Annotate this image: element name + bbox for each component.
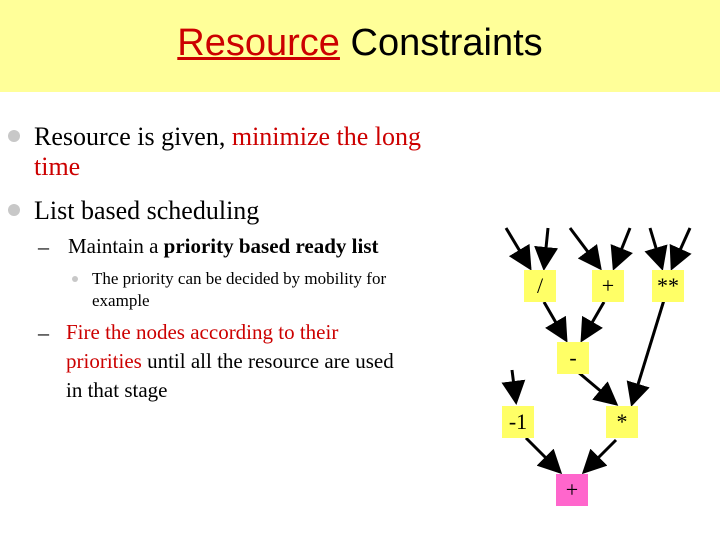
sub-bullet-1-bold: priority based ready list: [163, 234, 379, 258]
edge-mul-plus: [584, 440, 616, 472]
node-power: **: [652, 270, 684, 302]
edge-plus-minus: [582, 302, 604, 340]
bullet-1-highlight-2: time: [34, 152, 81, 181]
edge-pow-mul: [632, 300, 664, 404]
edge-in-plus-a: [570, 228, 600, 268]
sub-sub-bullet-1-line-2: example: [92, 291, 150, 310]
edge-in-pow-b: [672, 228, 690, 268]
sub-bullet-2-line-3: in that stage: [66, 378, 168, 402]
dash-2: –: [38, 320, 49, 345]
node-plus-final: +: [556, 474, 588, 506]
edge-in-neg1: [512, 370, 516, 402]
node-neg1: -1: [502, 406, 534, 438]
sub-bullet-1-text: Maintain a: [68, 234, 164, 258]
edge-neg1-plus: [526, 438, 560, 472]
node-minus: -: [557, 342, 589, 374]
bullet-1-highlight: minimize the long: [231, 122, 422, 151]
edge-div-minus: [544, 302, 566, 340]
title-highlight: Resource: [177, 22, 340, 64]
edge-minus-mul: [578, 372, 616, 404]
dash-1: –: [38, 234, 49, 259]
title-rest: Constraints: [339, 22, 543, 64]
sub-bullet-2-line-2: until all the resource are used: [141, 349, 394, 373]
edge-in-div-a: [506, 228, 530, 268]
node-multiply: *: [606, 406, 638, 438]
sub-bullet-2-highlight: priorities: [66, 349, 142, 373]
node-divide: /: [524, 270, 556, 302]
sub-bullet-2-line-1: Fire the nodes according to their: [66, 320, 339, 344]
edge-in-plus-b: [614, 228, 630, 268]
node-plus-top: +: [592, 270, 624, 302]
bullet-2: List based scheduling: [34, 196, 260, 225]
sub-sub-bullet-1-line-1: The priority can be decided by mobility for: [92, 269, 387, 288]
edge-in-div-b: [544, 228, 548, 268]
edge-in-pow-a: [650, 228, 662, 268]
bullet-1-text: Resource is given,: [34, 122, 232, 151]
